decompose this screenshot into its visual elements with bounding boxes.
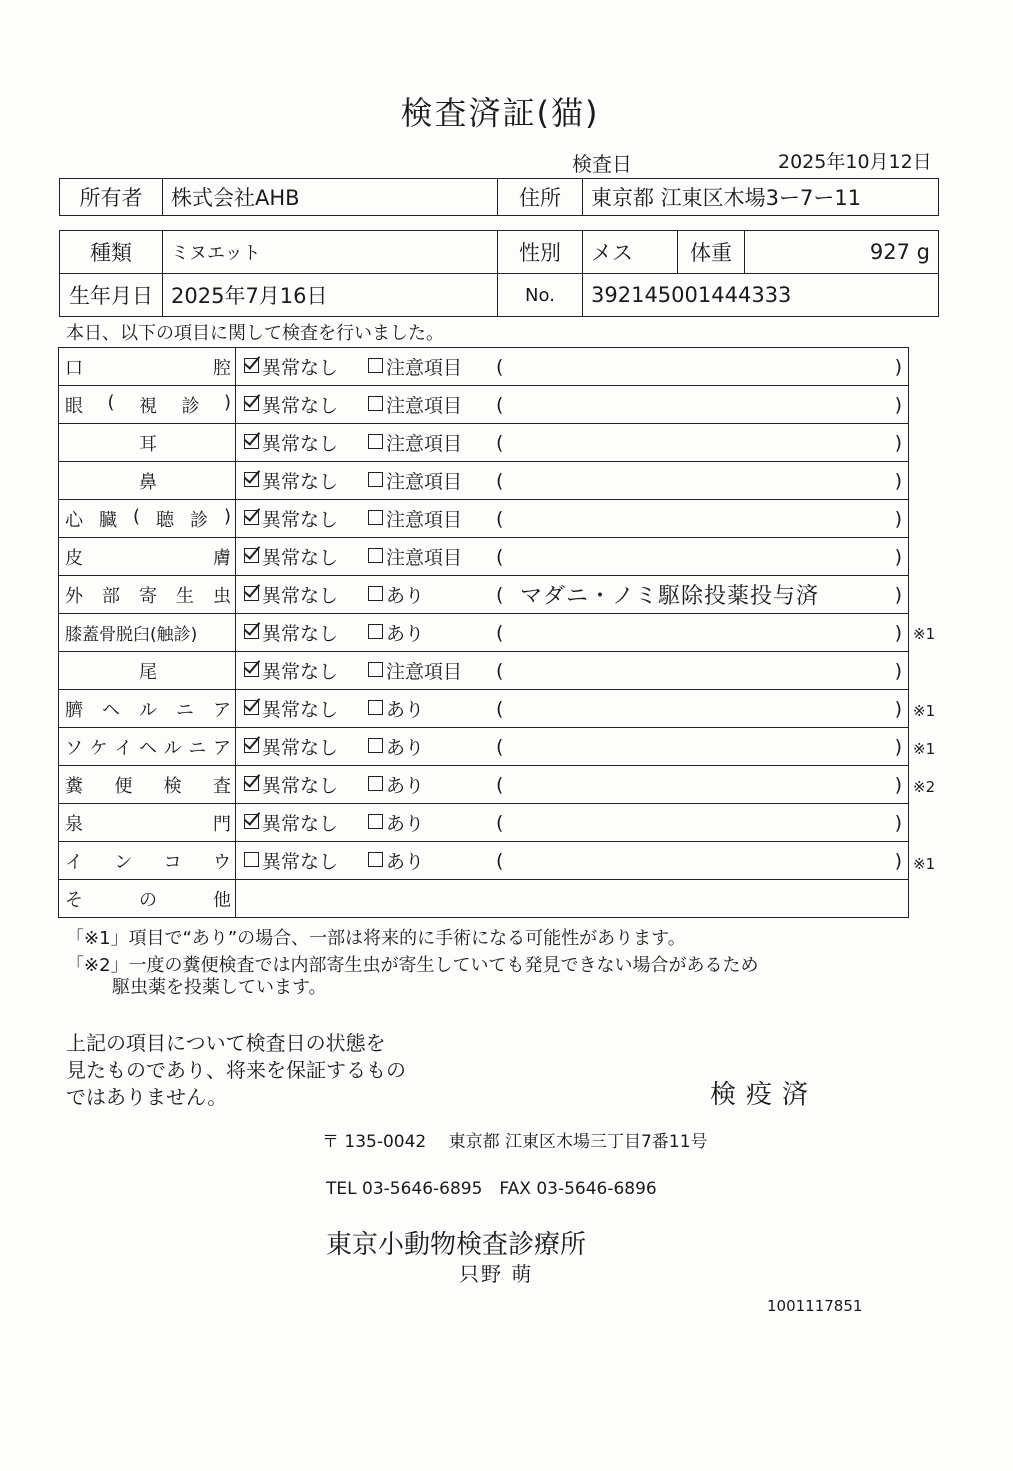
exam-item-cell [59,576,236,614]
exam-row [59,348,909,386]
close-paren: ) [894,849,902,872]
breed-value: ミヌエット [163,231,498,274]
footnote-mark: ※1 [913,854,936,873]
finding-label: あり [386,737,425,759]
owner-table [59,178,939,216]
open-paren: ( [496,545,504,568]
no-abnormality-label: 異常なし [262,813,339,835]
owner-value: 株式会社AHB [163,179,498,216]
finding-label: あり [386,851,425,873]
exam-result-cell [236,424,909,462]
no-abnormality-checkbox[interactable] [244,852,259,867]
close-paren: ) [894,507,902,530]
no-abnormality-checkbox[interactable] [244,738,259,753]
open-paren: ( [496,773,504,796]
finding-label: あり [386,699,425,721]
no-abnormality-label: 異常なし [262,471,339,493]
clinic-phone: TEL 03-5646-6895 FAX 03-5646-6896 [326,1179,657,1199]
close-paren: ) [894,583,902,606]
open-paren: ( [496,811,504,834]
exam-item-cell [59,766,236,804]
exam-note: マダニ・ノミ駆除投薬投与済 [520,584,820,609]
animal-table [59,230,939,317]
sex-label: 性別 [498,231,583,274]
exam-item-name: 外 部 寄 生 虫 [65,585,231,607]
exam-item-cell [59,386,236,424]
finding-checkbox[interactable] [368,738,383,753]
footnote-mark: ※1 [913,701,936,720]
exam-date-label: 検査日 [572,152,632,176]
exam-item-name: 膝蓋骨脱臼(触診) [65,625,198,645]
finding-label: 注意項目 [386,471,463,493]
finding-checkbox[interactable] [368,548,383,563]
address-value: 東京都 江東区木場3ー7ー11 [583,179,939,216]
close-paren: ) [894,431,902,454]
no-abnormality-checkbox[interactable] [244,358,259,373]
no-abnormality-label: 異常なし [262,357,339,379]
close-paren: ) [894,621,902,644]
exam-item-cell [59,538,236,576]
weight-value: 927 g [745,231,939,274]
footnote-2: 「※2」一度の糞便検査では内部寄生虫が寄生していても発見できない場合があるため [66,955,759,976]
no-abnormality-label: 異常なし [262,775,339,797]
finding-checkbox[interactable] [368,472,383,487]
exam-result-cell [236,728,909,766]
footnote-mark: ※1 [913,740,936,758]
open-paren: ( [496,507,504,530]
finding-checkbox[interactable] [368,814,383,829]
close-paren: ) [894,355,902,378]
no-label: No. [498,274,583,317]
open-paren: ( [496,697,504,720]
finding-label: 注意項目 [386,661,463,683]
no-abnormality-checkbox[interactable] [244,776,259,791]
exam-row-other [59,880,909,918]
open-paren: ( [496,469,504,492]
finding-label: 注意項目 [386,433,463,455]
finding-checkbox[interactable] [368,586,383,601]
exam-result-cell [236,842,909,880]
exam-result-cell [236,690,909,728]
close-paren: ) [894,811,902,834]
finding-checkbox[interactable] [368,662,383,677]
weight-label: 体重 [678,231,745,274]
doctor-name: 只野 萌 [459,1262,534,1286]
exam-item-name: 皮 膚 [65,547,231,569]
finding-label: 注意項目 [386,547,463,569]
exam-row [59,728,909,766]
exam-result-cell [236,538,909,576]
address-label: 住所 [498,179,583,216]
no-abnormality-checkbox[interactable] [244,700,259,715]
no-abnormality-checkbox[interactable] [244,396,259,411]
dob-value: 2025年7月16日 [163,274,498,317]
no-abnormality-label: 異常なし [262,661,339,683]
exam-item-name: ソ ケ イ ヘ ル ニ ア [65,737,231,759]
footnote-1: 「※1」項目で“あり”の場合、一部は将来的に手術になる可能性があります。 [66,928,686,949]
document-title: 検査済証(猫) [400,94,600,132]
exam-item-cell [59,728,236,766]
exam-item-cell [59,462,236,500]
close-paren: ) [894,469,902,492]
exam-item-cell [59,500,236,538]
finding-checkbox[interactable] [368,852,383,867]
no-abnormality-label: 異常なし [262,851,339,873]
footnote-2-cont: 駆虫薬を投薬しています。 [112,977,327,998]
no-abnormality-checkbox[interactable] [244,434,259,449]
finding-checkbox[interactable] [368,396,383,411]
finding-label: あり [386,623,425,645]
owner-label: 所有者 [60,179,163,216]
no-abnormality-label: 異常なし [262,509,339,531]
exam-item-name: 耳 [139,433,157,455]
finding-label: あり [386,585,425,607]
no-value: 392145001444333 [583,274,939,317]
no-abnormality-label: 異常なし [262,547,339,569]
exam-item-name: 心 臓 ( 聴 診 ) [65,505,231,531]
finding-label: あり [386,775,425,797]
finding-checkbox[interactable] [368,358,383,373]
exam-result-cell [236,462,909,500]
disclaimer-line: ではありません。 [66,1085,228,1109]
finding-checkbox[interactable] [368,624,383,639]
exam-item-name: 鼻 [139,471,157,493]
quarantine-stamp: 検疫済 [710,1080,819,1110]
no-abnormality-label: 異常なし [262,395,339,417]
exam-item-name: イ ン コ ウ [65,851,231,873]
exam-row [59,652,909,690]
open-paren: ( [496,849,504,872]
no-abnormality-label: 異常なし [262,433,339,455]
open-paren: ( [496,355,504,378]
finding-label: あり [386,813,425,835]
exam-row [59,614,909,652]
exam-result-cell [236,766,909,804]
open-paren: ( [496,659,504,682]
other-value-cell [236,880,909,918]
sex-value: メス [583,231,678,274]
exam-item-cell [59,690,236,728]
footnote-mark: ※1 [913,625,936,644]
dob-label: 生年月日 [60,274,163,317]
no-abnormality-checkbox[interactable] [244,814,259,829]
footnote-mark: ※2 [913,778,936,797]
exam-item-cell [59,880,236,918]
exam-item-name: 口 腔 [65,357,231,379]
no-abnormality-label: 異常なし [262,737,339,759]
no-abnormality-checkbox[interactable] [244,548,259,563]
exam-result-cell [236,500,909,538]
no-abnormality-label: 異常なし [262,585,339,607]
open-paren: ( [496,621,504,644]
disclaimer [66,1030,406,1111]
exam-row [59,462,909,500]
exam-row [59,576,909,614]
close-paren: ) [894,773,902,796]
breed-label: 種類 [60,231,163,274]
open-paren: ( [496,583,504,606]
clinic-address: 〒 135-0042 東京都 江東区木場三丁目7番11号 [322,1132,708,1152]
exam-result-cell [236,614,909,652]
exam-item-name: 糞 便 検 査 [65,775,231,797]
exam-result-cell [236,576,909,614]
intro-text: 本日、以下の項目に関して検査を行いました。 [66,323,444,344]
exam-row [59,538,909,576]
exam-result-cell [236,386,909,424]
exam-date-value: 2025年10月12日 [778,151,932,173]
close-paren: ) [894,659,902,682]
no-abnormality-checkbox[interactable] [244,510,259,525]
exam-table [58,347,909,918]
exam-row [59,804,909,842]
close-paren: ) [894,393,902,416]
other-label: そ の 他 [65,889,231,911]
exam-row [59,842,909,880]
finding-label: 注意項目 [386,357,463,379]
exam-item-cell [59,348,236,386]
close-paren: ) [894,545,902,568]
finding-checkbox[interactable] [368,510,383,525]
exam-item-name: 臍 ヘ ル ニ ア [65,699,231,721]
close-paren: ) [894,735,902,758]
exam-item-cell [59,424,236,462]
clinic-name: 東京小動物検査診療所 [326,1230,587,1260]
exam-result-cell [236,652,909,690]
no-abnormality-checkbox[interactable] [244,624,259,639]
exam-item-cell [59,614,236,652]
no-abnormality-label: 異常なし [262,623,339,645]
exam-item-cell [59,804,236,842]
finding-checkbox[interactable] [368,700,383,715]
exam-row [59,386,909,424]
disclaimer-line: 上記の項目について検査日の状態を [66,1031,386,1055]
disclaimer-line: 見たものであり、将来を保証するもの [66,1058,406,1082]
open-paren: ( [496,393,504,416]
exam-item-name: 尾 [139,661,157,683]
no-abnormality-checkbox[interactable] [244,472,259,487]
no-abnormality-checkbox[interactable] [244,662,259,677]
exam-row [59,424,909,462]
exam-result-cell [236,348,909,386]
finding-label: 注意項目 [386,395,463,417]
open-paren: ( [496,735,504,758]
no-abnormality-label: 異常なし [262,699,339,721]
exam-row [59,766,909,804]
exam-item-name: 泉 門 [65,813,231,835]
finding-checkbox[interactable] [368,434,383,449]
serial-number: 1001117851 [767,1297,863,1315]
close-paren: ) [894,697,902,720]
exam-row [59,500,909,538]
open-paren: ( [496,431,504,454]
exam-item-cell [59,652,236,690]
finding-checkbox[interactable] [368,776,383,791]
finding-label: 注意項目 [386,509,463,531]
exam-row [59,690,909,728]
exam-item-cell [59,842,236,880]
exam-item-name: 眼 ( 視 診 ) [65,391,231,417]
exam-result-cell [236,804,909,842]
no-abnormality-checkbox[interactable] [244,586,259,601]
